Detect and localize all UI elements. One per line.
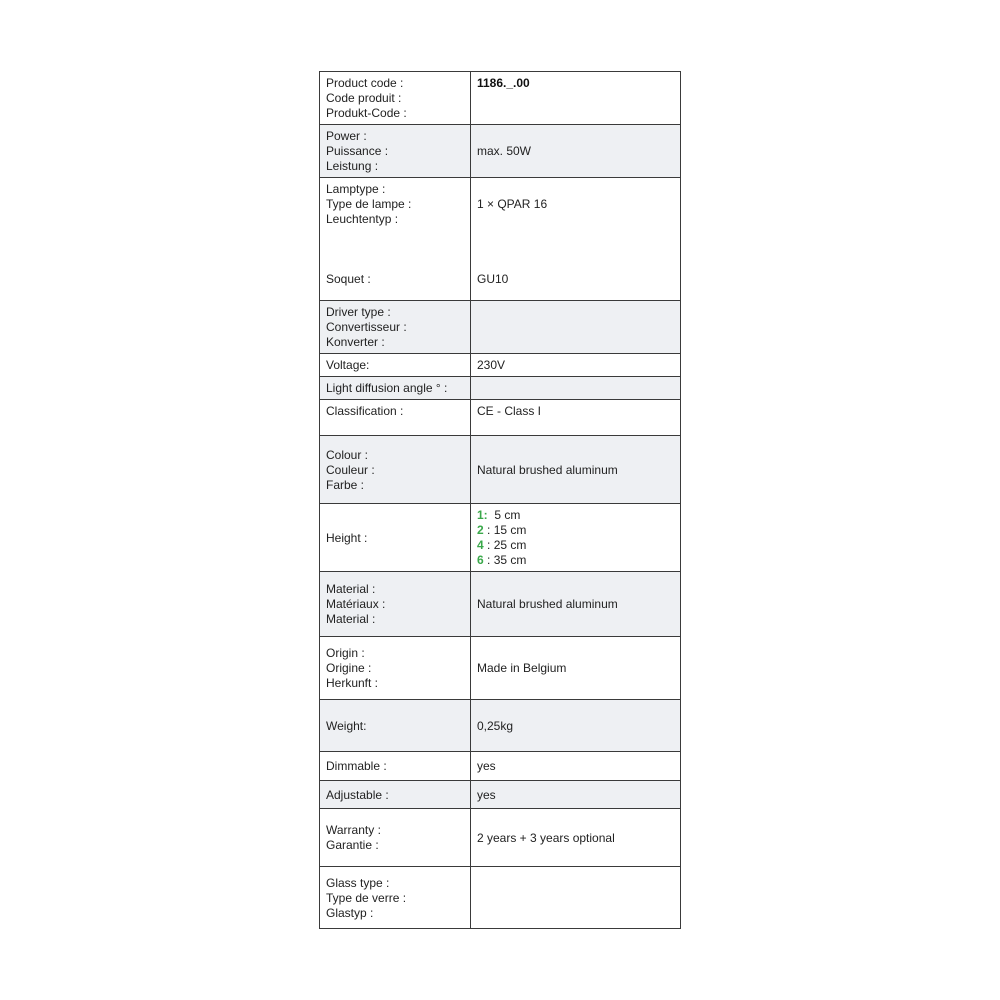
row-colour — [320, 436, 681, 504]
material-label: Material : Matériaux : Material : — [320, 572, 471, 637]
height-option: 4 : 25 cm — [477, 538, 527, 552]
colour-label: Colour : Couleur : Farbe : — [320, 436, 471, 504]
glass-value — [471, 867, 681, 929]
row-weight — [320, 700, 681, 752]
row-lamptype — [320, 178, 681, 301]
voltage-label: Voltage: — [320, 354, 471, 377]
power-label: Power : Puissance : Leistung : — [320, 125, 471, 178]
weight-value: 0,25kg — [471, 700, 681, 752]
material-value: Natural brushed aluminum — [471, 572, 681, 637]
soquet-value: GU10 — [477, 272, 509, 286]
adjustable-label: Adjustable : — [320, 781, 471, 809]
row-product-code — [320, 72, 681, 125]
driver-label: Driver type : Convertisseur : Konverter : — [320, 301, 471, 354]
spec-table — [319, 71, 681, 929]
soquet-label: Soquet : — [326, 272, 371, 286]
origin-label: Origin : Origine : Herkunft : — [320, 637, 471, 700]
row-diffusion — [320, 377, 681, 400]
height-label: Height : — [320, 504, 471, 572]
classification-value: CE - Class I — [471, 400, 681, 436]
product-code-value: 1186._.00 — [471, 72, 681, 125]
dimmable-value: yes — [471, 752, 681, 781]
height-option: 2 : 15 cm — [477, 523, 527, 537]
row-origin — [320, 637, 681, 700]
row-material — [320, 572, 681, 637]
row-voltage — [320, 354, 681, 377]
row-glass — [320, 867, 681, 929]
row-driver — [320, 301, 681, 354]
row-classification — [320, 400, 681, 436]
row-adjustable — [320, 781, 681, 809]
height-option: 1: 5 cm — [477, 508, 521, 522]
driver-value — [471, 301, 681, 354]
colour-value: Natural brushed aluminum — [471, 436, 681, 504]
diffusion-label: Light diffusion angle ° : — [320, 377, 471, 400]
power-value: max. 50W — [471, 125, 681, 178]
height-value — [471, 504, 681, 572]
row-warranty — [320, 809, 681, 867]
warranty-label: Warranty : Garantie : — [320, 809, 471, 867]
classification-label: Classification : — [320, 400, 471, 436]
weight-label: Weight: — [320, 700, 471, 752]
lamptype-label: Lamptype : Type de lampe : Leuchtentyp : Soquet : — [320, 178, 471, 301]
row-dimmable — [320, 752, 681, 781]
origin-value: Made in Belgium — [471, 637, 681, 700]
warranty-value: 2 years + 3 years optional — [471, 809, 681, 867]
lamptype-value: 1 × QPAR 16 GU10 — [471, 178, 681, 301]
product-code-label: Product code : Code produit : Produkt-Code : — [320, 72, 471, 125]
glass-label: Glass type : Type de verre : Glastyp : — [320, 867, 471, 929]
voltage-value: 230V — [471, 354, 681, 377]
row-power — [320, 125, 681, 178]
dimmable-label: Dimmable : — [320, 752, 471, 781]
diffusion-value — [471, 377, 681, 400]
height-option: 6 : 35 cm — [477, 553, 527, 567]
row-height — [320, 504, 681, 572]
adjustable-value: yes — [471, 781, 681, 809]
